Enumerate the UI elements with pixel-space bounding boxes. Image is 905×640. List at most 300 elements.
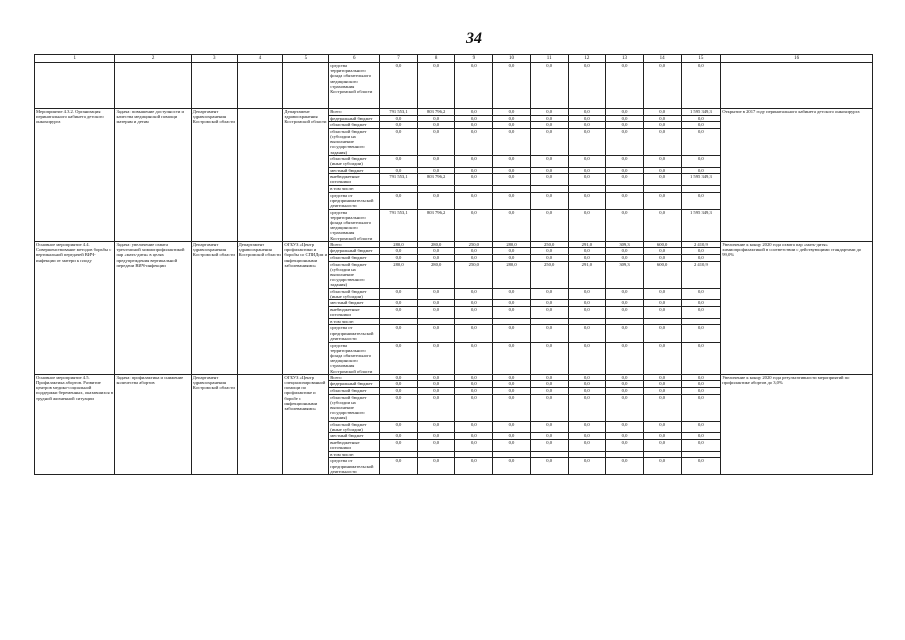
value-cell: [568, 451, 606, 458]
value-cell: 0,0: [568, 109, 606, 116]
column-number-2: 2: [115, 55, 191, 63]
value-cell: 0,0: [606, 458, 644, 475]
value-cell: 291,0: [568, 241, 606, 248]
value-cell: [643, 185, 681, 192]
value-cell: 0,0: [568, 255, 606, 262]
column-number-6: 6: [329, 55, 380, 63]
value-cell: 250,0: [455, 261, 493, 288]
value-cell: 0,0: [681, 307, 721, 319]
value-cell: 0,0: [417, 439, 455, 451]
value-cell: 0,0: [530, 109, 568, 116]
value-cell: 0,0: [530, 307, 568, 319]
value-cell: [643, 318, 681, 325]
value-cell: 0,0: [606, 421, 644, 433]
value-cell: 0,0: [417, 248, 455, 255]
value-cell: 0,0: [493, 433, 531, 440]
funding-source-label: в том числе:: [329, 318, 380, 325]
value-cell: 0,0: [568, 192, 606, 209]
value-cell: 0,0: [417, 342, 455, 374]
value-cell: 0,0: [681, 439, 721, 451]
value-cell: 0,0: [681, 458, 721, 475]
value-cell: 0,0: [530, 255, 568, 262]
value-cell: 0,0: [530, 394, 568, 421]
value-cell: 0,0: [568, 248, 606, 255]
value-cell: [606, 318, 644, 325]
partner-cell: ОГБУЗ «Центр специализированной помощи по профилактике и борьбе с инфекционными заболеваниями»: [283, 374, 329, 475]
value-cell: 0,0: [455, 255, 493, 262]
value-cell: 0,0: [380, 155, 418, 167]
funding-source-label: Всего: [329, 109, 380, 116]
value-cell: [417, 318, 455, 325]
event-cell: Основное мероприятие 4.4. Совершенствование методов борьбы с вертикальной передачей ВИЧ-инфекции от матери к плоду: [35, 241, 115, 374]
value-cell: 0,0: [681, 155, 721, 167]
page-number: 34: [466, 30, 482, 47]
value-cell: 0,0: [417, 255, 455, 262]
value-cell: 0,0: [681, 248, 721, 255]
column-number-4: 4: [237, 55, 283, 63]
value-cell: 0,0: [417, 192, 455, 209]
value-cell: 0,0: [380, 387, 418, 394]
value-cell: 0,0: [530, 155, 568, 167]
executor-cell: Департамент здравоохранения Костромской области: [191, 109, 237, 242]
value-cell: 0,0: [643, 128, 681, 155]
value-cell: 0,0: [606, 128, 644, 155]
value-cell: 0,0: [681, 433, 721, 440]
table-row: [35, 241, 873, 248]
task-cell: Задача: профилактика и снижение количества абортов: [115, 374, 191, 475]
value-cell: 291,0: [568, 261, 606, 288]
value-cell: 0,0: [530, 115, 568, 122]
value-cell: 0,0: [681, 325, 721, 342]
value-cell: 0,0: [568, 439, 606, 451]
column-number-11: 11: [530, 55, 568, 63]
value-cell: 0,0: [380, 255, 418, 262]
value-cell: 0,0: [380, 128, 418, 155]
value-cell: 0,0: [681, 342, 721, 374]
value-cell: 0,0: [643, 394, 681, 421]
value-cell: [455, 318, 493, 325]
value-cell: 0,0: [606, 374, 644, 381]
value-cell: [606, 451, 644, 458]
funding-source-label: областной бюджет (иные субсидии): [329, 421, 380, 433]
value-cell: 0,0: [643, 439, 681, 451]
value-cell: 0,0: [643, 109, 681, 116]
value-cell: 0,0: [643, 374, 681, 381]
value-cell: 0,0: [530, 300, 568, 307]
funding-source-label: средства от предпринимательской деятельности: [329, 458, 380, 475]
value-cell: 0,0: [530, 458, 568, 475]
value-cell: [417, 185, 455, 192]
funding-source-label: в том числе:: [329, 185, 380, 192]
table-row: [35, 109, 873, 116]
value-cell: 0,0: [530, 63, 568, 109]
value-cell: 0,0: [417, 115, 455, 122]
empty-cell: [237, 63, 283, 109]
value-cell: 0,0: [568, 174, 606, 186]
value-cell: 0,0: [530, 439, 568, 451]
value-cell: 0,0: [681, 374, 721, 381]
value-cell: [455, 185, 493, 192]
value-cell: 0,0: [606, 192, 644, 209]
value-cell: 0,0: [417, 155, 455, 167]
value-cell: 0,0: [568, 325, 606, 342]
value-cell: 0,0: [455, 115, 493, 122]
partner-cell: Департамент здравоохранения Костромской области: [283, 109, 329, 242]
value-cell: 0,0: [643, 167, 681, 174]
value-cell: 0,0: [568, 128, 606, 155]
value-cell: 0,0: [493, 325, 531, 342]
value-cell: 0,0: [606, 255, 644, 262]
value-cell: 0,0: [493, 421, 531, 433]
value-cell: 0,0: [417, 288, 455, 300]
value-cell: 0,0: [455, 458, 493, 475]
task-cell: Задача: увеличение охвата трехэтапной химиопрофилактикой пар «мать-дитя» в целях предупреждения вертикальной передачи ВИЧ-инфекции: [115, 241, 191, 374]
value-cell: 0,0: [681, 192, 721, 209]
value-cell: 0,0: [606, 387, 644, 394]
value-cell: 0,0: [380, 307, 418, 319]
value-cell: 0,0: [493, 209, 531, 241]
value-cell: 0,0: [493, 394, 531, 421]
value-cell: 0,0: [606, 115, 644, 122]
value-cell: 0,0: [606, 109, 644, 116]
column-number-1: 1: [35, 55, 115, 63]
value-cell: 0,0: [380, 192, 418, 209]
value-cell: 0,0: [530, 128, 568, 155]
value-cell: 0,0: [380, 342, 418, 374]
column-number-15: 15: [681, 55, 721, 63]
value-cell: 0,0: [380, 381, 418, 388]
value-cell: 0,0: [681, 381, 721, 388]
value-cell: 0,0: [568, 63, 606, 109]
value-cell: 0,0: [530, 387, 568, 394]
task-cell: Задача: повышение доступности и качества медицинской помощи матерям и детям: [115, 109, 191, 242]
value-cell: 0,0: [681, 167, 721, 174]
value-cell: 1 595 349,3: [681, 209, 721, 241]
value-cell: 0,0: [568, 433, 606, 440]
value-cell: 2 410,9: [681, 261, 721, 288]
value-cell: 0,0: [643, 307, 681, 319]
note-cell: Открытие в 2017 году перинатального кабинета детского онкохирурга: [721, 109, 873, 242]
value-cell: 0,0: [568, 381, 606, 388]
value-cell: 0,0: [455, 128, 493, 155]
value-cell: 0,0: [568, 458, 606, 475]
value-cell: 0,0: [681, 387, 721, 394]
value-cell: 0,0: [568, 300, 606, 307]
value-cell: 0,0: [455, 394, 493, 421]
value-cell: 0,0: [493, 115, 531, 122]
column-number-16: 16: [721, 55, 873, 63]
value-cell: 0,0: [493, 63, 531, 109]
value-cell: 0,0: [643, 122, 681, 129]
value-cell: 0,0: [530, 381, 568, 388]
value-cell: 0,0: [606, 342, 644, 374]
value-cell: 0,0: [455, 155, 493, 167]
value-cell: 0,0: [493, 300, 531, 307]
value-cell: 0,0: [530, 433, 568, 440]
value-cell: 0,0: [380, 433, 418, 440]
value-cell: 0,0: [455, 325, 493, 342]
column-number-3: 3: [191, 55, 237, 63]
value-cell: 0,0: [455, 381, 493, 388]
value-cell: 0,0: [568, 288, 606, 300]
value-cell: 0,0: [455, 167, 493, 174]
value-cell: 0,0: [681, 255, 721, 262]
funding-source-label: внебюджетные источники: [329, 174, 380, 186]
value-cell: 0,0: [530, 374, 568, 381]
value-cell: 0,0: [455, 192, 493, 209]
value-cell: 280,0: [493, 261, 531, 288]
value-cell: 0,0: [606, 381, 644, 388]
value-cell: 0,0: [530, 325, 568, 342]
value-cell: 0,0: [643, 458, 681, 475]
column-number-7: 7: [380, 55, 418, 63]
value-cell: 0,0: [681, 300, 721, 307]
value-cell: 0,0: [643, 387, 681, 394]
value-cell: 803 796,2: [417, 109, 455, 116]
value-cell: 0,0: [568, 209, 606, 241]
value-cell: [530, 451, 568, 458]
value-cell: 0,0: [455, 374, 493, 381]
value-cell: 0,0: [417, 458, 455, 475]
value-cell: 0,0: [606, 63, 644, 109]
value-cell: 791 553,1: [380, 109, 418, 116]
value-cell: 0,0: [380, 439, 418, 451]
value-cell: 0,0: [455, 439, 493, 451]
value-cell: 0,0: [493, 122, 531, 129]
value-cell: 0,0: [455, 248, 493, 255]
value-cell: 1 595 349,3: [681, 174, 721, 186]
value-cell: [568, 318, 606, 325]
column-number-14: 14: [643, 55, 681, 63]
value-cell: 0,0: [380, 325, 418, 342]
value-cell: 0,0: [643, 248, 681, 255]
value-cell: 0,0: [380, 421, 418, 433]
value-cell: 0,0: [417, 374, 455, 381]
value-cell: 250,0: [455, 241, 493, 248]
note-cell: Увеличение к концу 2020 года результативности мероприятий по профилактике абортов до 3,0%: [721, 374, 873, 475]
funding-source-label: областной бюджет: [329, 387, 380, 394]
value-cell: 0,0: [417, 325, 455, 342]
value-cell: 0,0: [417, 433, 455, 440]
value-cell: 0,0: [606, 439, 644, 451]
table-row: [35, 374, 873, 381]
value-cell: 309,3: [606, 261, 644, 288]
value-cell: 0,0: [606, 325, 644, 342]
value-cell: [681, 318, 721, 325]
value-cell: 0,0: [568, 307, 606, 319]
value-cell: 0,0: [455, 63, 493, 109]
value-cell: [681, 185, 721, 192]
value-cell: 0,0: [455, 109, 493, 116]
value-cell: 0,0: [643, 192, 681, 209]
value-cell: 0,0: [380, 122, 418, 129]
value-cell: 0,0: [643, 421, 681, 433]
value-cell: 0,0: [606, 122, 644, 129]
funding-source-label: федеральный бюджет: [329, 248, 380, 255]
funding-source-label: федеральный бюджет: [329, 115, 380, 122]
funding-source-label: средства территориального фонда обязательного медицинского страхования Костромской области: [329, 209, 380, 241]
value-cell: 0,0: [493, 128, 531, 155]
value-cell: 0,0: [380, 374, 418, 381]
value-cell: 600,0: [643, 261, 681, 288]
value-cell: 0,0: [417, 122, 455, 129]
value-cell: 0,0: [380, 248, 418, 255]
funding-source-label: областной бюджет (субсидии на выполнение государственного задания): [329, 128, 380, 155]
value-cell: 0,0: [606, 288, 644, 300]
funding-source-label: в том числе:: [329, 451, 380, 458]
value-cell: 791 553,1: [380, 174, 418, 186]
value-cell: 0,0: [643, 288, 681, 300]
column-number-13: 13: [606, 55, 644, 63]
budget-table: [34, 54, 873, 475]
value-cell: 280,0: [380, 261, 418, 288]
value-cell: 0,0: [681, 421, 721, 433]
funding-source-label: Всего: [329, 374, 380, 381]
funding-source-label: областной бюджет (субсидии на выполнение государственного задания): [329, 261, 380, 288]
value-cell: 0,0: [681, 128, 721, 155]
value-cell: 0,0: [606, 155, 644, 167]
value-cell: 0,0: [530, 342, 568, 374]
value-cell: [606, 185, 644, 192]
funding-source-label: областной бюджет (иные субсидии): [329, 155, 380, 167]
funding-source-label: средства территориального фонда обязательного медицинского страхования Костромской области: [329, 63, 380, 109]
value-cell: 0,0: [455, 174, 493, 186]
value-cell: 0,0: [606, 167, 644, 174]
value-cell: 0,0: [643, 155, 681, 167]
value-cell: 0,0: [530, 122, 568, 129]
value-cell: 0,0: [568, 421, 606, 433]
column-number-10: 10: [493, 55, 531, 63]
value-cell: 309,3: [606, 241, 644, 248]
note-cell: Увеличение к концу 2020 года охвата пар «мать-дитя» химиопрофилактикой в соответствии с действующими стандартами до 99,0%: [721, 241, 873, 374]
value-cell: 0,0: [681, 115, 721, 122]
value-cell: 0,0: [530, 174, 568, 186]
value-cell: 600,0: [643, 241, 681, 248]
value-cell: 0,0: [380, 167, 418, 174]
event-cell: Основное мероприятие 4.5. Профилактика абортов. Развитие центров медико-социальной поддержки беременных, оказавшихся в трудной жизненной ситуации: [35, 374, 115, 475]
value-cell: 0,0: [568, 122, 606, 129]
value-cell: 0,0: [530, 192, 568, 209]
value-cell: 0,0: [455, 122, 493, 129]
value-cell: 0,0: [493, 381, 531, 388]
value-cell: 1 595 349,3: [681, 109, 721, 116]
value-cell: 0,0: [681, 63, 721, 109]
coexecutor-cell: [237, 109, 283, 242]
value-cell: 0,0: [417, 63, 455, 109]
value-cell: 0,0: [380, 63, 418, 109]
value-cell: 0,0: [417, 128, 455, 155]
value-cell: 0,0: [568, 155, 606, 167]
value-cell: 0,0: [606, 394, 644, 421]
value-cell: 0,0: [643, 300, 681, 307]
funding-source-label: средства от предпринимательской деятельности: [329, 325, 380, 342]
value-cell: 0,0: [455, 433, 493, 440]
value-cell: 0,0: [493, 387, 531, 394]
value-cell: 791 553,1: [380, 209, 418, 241]
value-cell: 0,0: [380, 115, 418, 122]
value-cell: 0,0: [493, 458, 531, 475]
value-cell: [681, 451, 721, 458]
value-cell: 0,0: [455, 300, 493, 307]
value-cell: 0,0: [417, 394, 455, 421]
value-cell: [643, 451, 681, 458]
column-number-12: 12: [568, 55, 606, 63]
value-cell: 803 796,2: [417, 174, 455, 186]
value-cell: 280,0: [493, 241, 531, 248]
note-cell: [721, 63, 873, 109]
value-cell: 0,0: [493, 439, 531, 451]
value-cell: 0,0: [643, 63, 681, 109]
value-cell: 0,0: [380, 288, 418, 300]
value-cell: [493, 318, 531, 325]
funding-source-label: областной бюджет (субсидии на выполнение государственного задания): [329, 394, 380, 421]
value-cell: 0,0: [493, 288, 531, 300]
value-cell: 0,0: [606, 248, 644, 255]
empty-cell: [115, 63, 191, 109]
value-cell: 0,0: [530, 209, 568, 241]
value-cell: 0,0: [606, 307, 644, 319]
value-cell: [380, 185, 418, 192]
value-cell: [380, 451, 418, 458]
value-cell: 280,0: [417, 261, 455, 288]
value-cell: 0,0: [380, 458, 418, 475]
value-cell: 0,0: [568, 342, 606, 374]
coexecutor-cell: Департамент здравоохранения Костромской области: [237, 241, 283, 374]
value-cell: 0,0: [606, 433, 644, 440]
value-cell: [455, 451, 493, 458]
value-cell: 0,0: [455, 342, 493, 374]
partner-cell: ОГБУЗ «Центр профилактики и борьбы со СПИДом и инфекционными заболеваниями»: [283, 241, 329, 374]
column-number-8: 8: [417, 55, 455, 63]
value-cell: [417, 451, 455, 458]
value-cell: 0,0: [455, 288, 493, 300]
value-cell: 0,0: [417, 167, 455, 174]
value-cell: [530, 318, 568, 325]
value-cell: 0,0: [643, 381, 681, 388]
value-cell: 0,0: [417, 307, 455, 319]
value-cell: 0,0: [493, 155, 531, 167]
empty-cell: [35, 63, 115, 109]
value-cell: 0,0: [568, 387, 606, 394]
value-cell: 0,0: [681, 288, 721, 300]
value-cell: 0,0: [681, 122, 721, 129]
funding-source-label: местный бюджет: [329, 433, 380, 440]
value-cell: 0,0: [643, 209, 681, 241]
value-cell: 0,0: [568, 167, 606, 174]
value-cell: 0,0: [681, 394, 721, 421]
funding-source-label: Всего: [329, 241, 380, 248]
value-cell: 0,0: [417, 387, 455, 394]
value-cell: 0,0: [493, 109, 531, 116]
value-cell: 0,0: [493, 307, 531, 319]
value-cell: 0,0: [568, 374, 606, 381]
value-cell: 250,0: [530, 261, 568, 288]
column-number-5: 5: [283, 55, 329, 63]
value-cell: 0,0: [493, 174, 531, 186]
funding-source-label: федеральный бюджет: [329, 381, 380, 388]
value-cell: 0,0: [530, 288, 568, 300]
value-cell: [493, 451, 531, 458]
value-cell: [568, 185, 606, 192]
executor-cell: Департамент здравоохранения Костромской области: [191, 241, 237, 374]
value-cell: 0,0: [643, 174, 681, 186]
value-cell: 0,0: [643, 433, 681, 440]
value-cell: 0,0: [643, 342, 681, 374]
value-cell: 0,0: [417, 300, 455, 307]
value-cell: 0,0: [455, 387, 493, 394]
value-cell: 0,0: [417, 381, 455, 388]
value-cell: 280,0: [417, 241, 455, 248]
